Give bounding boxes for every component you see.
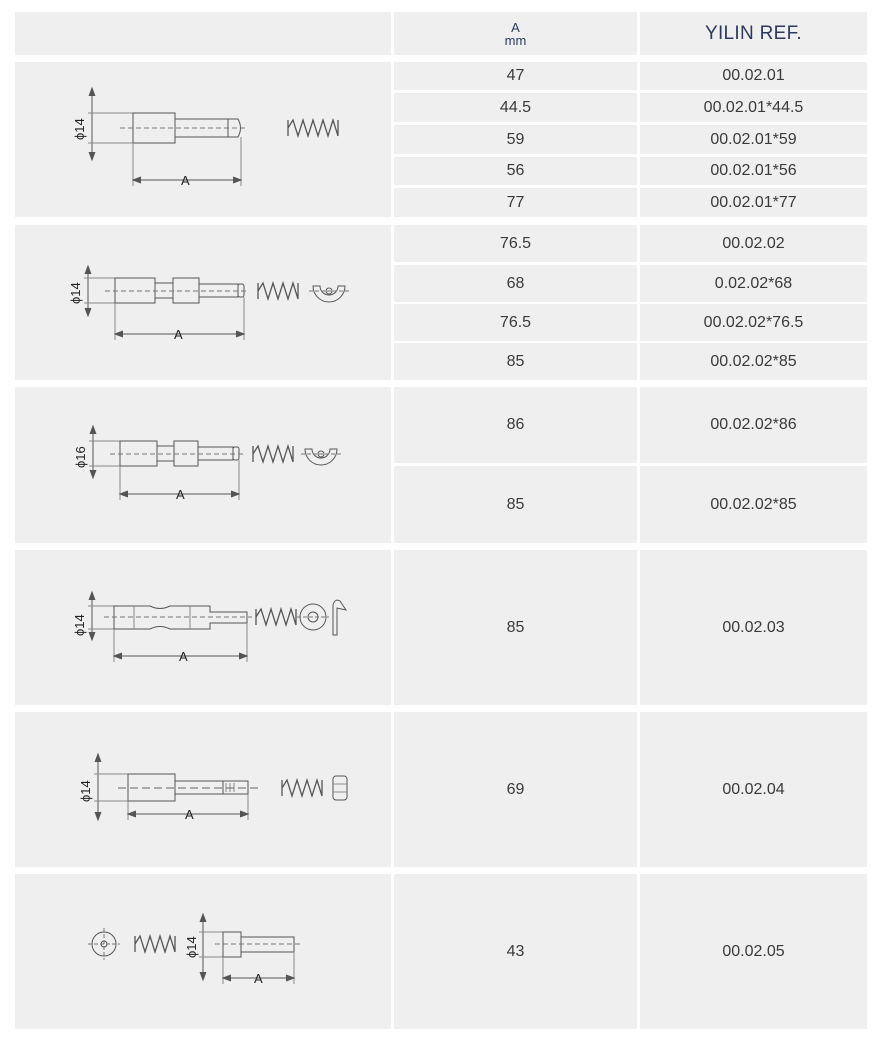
ref-value: 00.02.01 xyxy=(722,67,785,84)
header-ref-label: YILIN REF. xyxy=(705,22,802,44)
ref-value: 00.02.02*85 xyxy=(710,352,797,370)
a-value: 47 xyxy=(506,67,525,84)
drawing-pin-5 xyxy=(78,754,347,822)
a-value: 85 xyxy=(506,495,525,513)
drawing-pin-6 xyxy=(88,914,300,986)
ref-value: 00.02.02*76.5 xyxy=(703,313,804,331)
ref-value: 00.02.02*85 xyxy=(710,495,797,513)
a-value: 86 xyxy=(506,416,525,433)
a-value: 43 xyxy=(506,942,525,960)
ref-value: 00.02.01*44.5 xyxy=(703,98,804,116)
dim-a-label: A xyxy=(174,327,183,342)
dim-diameter-label: ϕ14 xyxy=(68,282,83,304)
ref-value: 00.02.05 xyxy=(722,942,785,960)
dim-diameter-label: ϕ14 xyxy=(184,936,199,958)
dim-diameter-label: ϕ14 xyxy=(78,780,93,802)
ref-value: 00.02.03 xyxy=(722,618,785,636)
a-value: 76.5 xyxy=(499,313,532,331)
dim-a-label: A xyxy=(179,649,188,664)
dim-diameter-label: ϕ14 xyxy=(72,614,87,636)
dim-a-label: A xyxy=(181,173,190,188)
header-a-unit: mm xyxy=(504,32,527,48)
drawing-pin-2 xyxy=(68,266,349,342)
ref-value: 00.02.01*56 xyxy=(710,162,797,179)
a-value: 77 xyxy=(506,193,525,211)
a-value: 68 xyxy=(506,274,525,292)
dim-diameter-label: ϕ14 xyxy=(72,118,87,140)
drawing-pin-1 xyxy=(72,88,338,188)
ref-value: 00.02.04 xyxy=(722,780,785,798)
header-a-label: A xyxy=(511,19,520,35)
a-value: 76.5 xyxy=(499,234,532,252)
a-value: 44.5 xyxy=(499,98,532,116)
dim-a-label: A xyxy=(176,487,185,502)
a-value: 59 xyxy=(506,130,525,148)
ref-value: 00.02.02 xyxy=(722,234,785,252)
dim-a-label: A xyxy=(254,971,263,986)
ref-value: 00.02.01*59 xyxy=(710,130,797,148)
a-value: 85 xyxy=(506,618,525,636)
a-value: 56 xyxy=(506,162,525,179)
drawing-pin-4 xyxy=(72,592,346,664)
ref-value: 00.02.01*77 xyxy=(710,193,797,211)
dim-a-label: A xyxy=(185,807,194,822)
ref-value: 00.02.02*86 xyxy=(710,416,797,433)
ref-value: 0.02.02*68 xyxy=(714,274,793,292)
drawing-pin-3 xyxy=(73,426,341,502)
dim-diameter-label: ϕ16 xyxy=(73,446,88,468)
a-value: 85 xyxy=(506,352,525,370)
a-value: 69 xyxy=(506,780,525,798)
